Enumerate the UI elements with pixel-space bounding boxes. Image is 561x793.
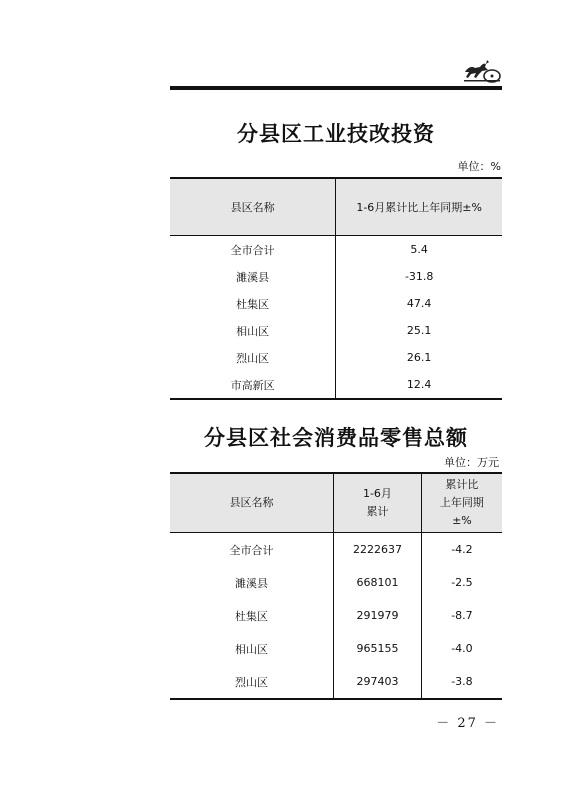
table2-unit: 单位：万元 (444, 456, 499, 469)
row-cumulative: 965155 (334, 632, 422, 665)
row-value: 12.4 (336, 371, 502, 399)
table1-title: 分县区工业技改投资 (237, 122, 435, 146)
table-header-row (170, 473, 502, 533)
row-value: -31.8 (336, 263, 502, 290)
row-growth: -3.8 (421, 665, 502, 699)
row-cumulative: 291979 (334, 599, 422, 632)
row-cumulative: 668101 (334, 566, 422, 599)
row-value: 47.4 (336, 290, 502, 317)
row-district: 相山区 (235, 642, 269, 656)
row-district: 全市合计 (230, 243, 275, 257)
row-district: 濉溪县 (235, 576, 269, 590)
row-district: 杜集区 (236, 297, 270, 311)
column-header-cumulative: 1-6月 累计 (334, 473, 422, 533)
row-value: 5.4 (336, 236, 502, 264)
page-number: － 27 － (436, 716, 499, 731)
column-header-district: 县区名称 (170, 473, 334, 533)
row-district: 濉溪县 (236, 270, 270, 284)
row-growth: -4.0 (421, 632, 502, 665)
row-district: 相山区 (236, 324, 270, 338)
table-row (170, 599, 502, 632)
table1-unit: 单位：% (457, 160, 501, 173)
table-row (170, 566, 502, 599)
header-rule (170, 86, 502, 90)
table-header-row (170, 178, 502, 236)
column-header-growth: 1-6月累计比上年同期±% (336, 178, 502, 236)
row-district: 杜集区 (235, 609, 269, 623)
row-value: 25.1 (336, 317, 502, 344)
column-header-growth: 累计比 上年同期 ±% (421, 473, 502, 533)
row-district: 烈山区 (236, 351, 270, 365)
horse-chariot-icon (462, 58, 502, 84)
row-cumulative: 2222637 (334, 533, 422, 567)
row-district: 全市合计 (229, 543, 274, 557)
row-district: 烈山区 (170, 665, 334, 699)
table-row (170, 533, 502, 567)
table-row (170, 632, 502, 665)
row-growth: -8.7 (421, 599, 502, 632)
column-header-district: 县区名称 (170, 178, 336, 236)
row-cumulative: 297403 (334, 665, 422, 699)
row-district: 市高新区 (170, 371, 336, 399)
row-growth: -2.5 (421, 566, 502, 599)
table-row (170, 236, 502, 264)
table-row (170, 317, 502, 344)
table-row (170, 290, 502, 317)
table-row (170, 344, 502, 371)
row-growth: -4.2 (421, 533, 502, 567)
table-row (170, 665, 502, 699)
row-value: 26.1 (336, 344, 502, 371)
table-row (170, 263, 502, 290)
table-row (170, 371, 502, 399)
retail-sales-table (170, 472, 502, 700)
table2-title: 分县区社会消费品零售总额 (204, 426, 468, 450)
industrial-investment-table (170, 177, 502, 400)
